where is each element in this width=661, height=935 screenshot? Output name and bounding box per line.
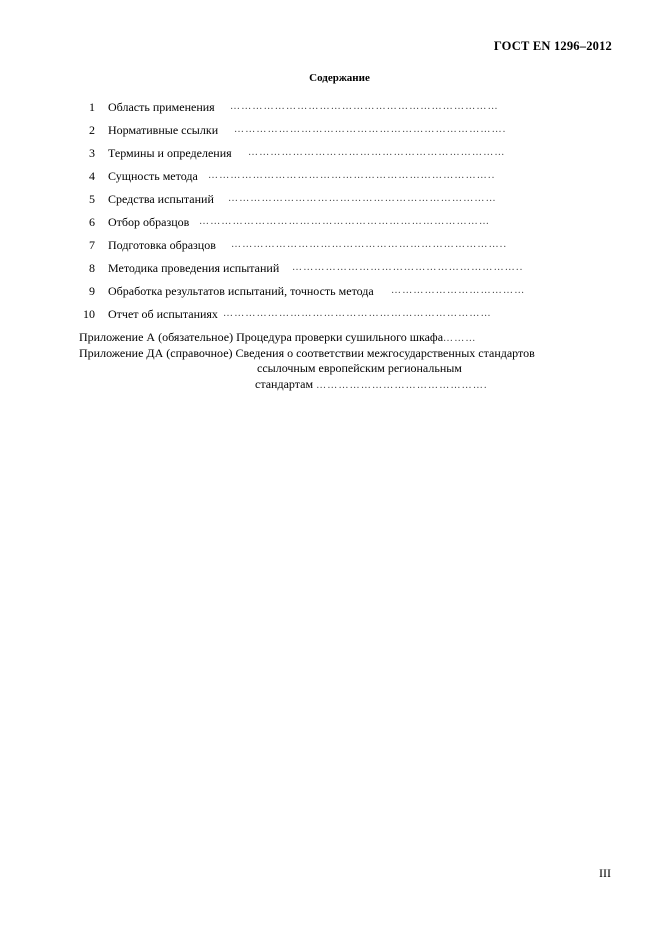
toc-leader-dots: ……………………………………………………………….. <box>231 239 508 250</box>
toc-item-label: Подготовка образцов <box>108 238 216 252</box>
toc-leader-dots: ……… <box>443 333 477 344</box>
toc-item-label: Обработка результатов испытаний, точность метода <box>108 284 374 298</box>
toc-item-number: 2 <box>89 123 95 137</box>
appendix-title: Сведения о соответствии межгосударственных стандартов <box>235 346 535 360</box>
toc-item-label: Термины и определения <box>108 146 232 160</box>
toc-leader-dots: ………………………………………………………………. <box>234 124 507 135</box>
appendix-da <box>79 346 535 361</box>
toc-item-label: Нормативные ссылки <box>108 123 219 137</box>
toc-leader-dots: ……………………………………………………………… <box>228 193 497 204</box>
toc-item-number: 10 <box>83 307 95 321</box>
toc-leader-dots: …………………………………………………….. <box>292 262 524 273</box>
appendix-title: Процедура проверки сушильного шкафа <box>236 330 444 344</box>
document-code-header: ГОСТ EN 1296–2012 <box>493 39 612 53</box>
toc-leader-dots: ………………………………………. <box>316 380 488 391</box>
appendix-prefix: Приложение А (обязательное) <box>79 330 234 344</box>
toc-item-number: 4 <box>89 169 95 183</box>
toc-leader-dots: ………………………………………………………………….. <box>208 170 496 181</box>
toc-item-label: Сущность метода <box>108 169 198 183</box>
toc-item-label: Отбор образцов <box>108 215 190 229</box>
toc-item-number: 9 <box>89 284 95 298</box>
toc-leader-dots: ……………………………… <box>391 285 526 296</box>
appendix-a <box>79 330 477 345</box>
toc-item-number: 1 <box>89 100 95 114</box>
toc-leader-dots: …………………………………………………………… <box>248 147 506 158</box>
toc-item-number: 6 <box>89 215 95 229</box>
toc-item-number: 7 <box>89 238 95 252</box>
toc-leader-dots: …………………………………………………………………… <box>199 216 491 227</box>
toc-item-number: 3 <box>89 146 95 160</box>
toc-leader-dots: ……………………………………………………………… <box>223 308 492 319</box>
toc-item-label: Отчет об испытаниях <box>108 307 218 321</box>
page-title: Содержание <box>309 72 370 84</box>
appendix-prefix: Приложение ДА (справочное) <box>79 346 233 360</box>
page-number: III <box>599 866 611 880</box>
toc-item-label: Методика проведения испытаний <box>108 261 280 275</box>
toc-item-label: Средства испытаний <box>108 192 214 206</box>
toc-item-number: 5 <box>89 192 95 206</box>
appendix-da-line2: ссылочным европейским региональным <box>257 361 462 375</box>
toc-item-label: Область применения <box>108 100 215 114</box>
toc-leader-dots: ……………………………………………………………… <box>230 101 499 112</box>
appendix-da-line3 <box>255 377 488 392</box>
toc-item-number: 8 <box>89 261 95 275</box>
appendix-title-end: стандартам <box>255 377 314 391</box>
